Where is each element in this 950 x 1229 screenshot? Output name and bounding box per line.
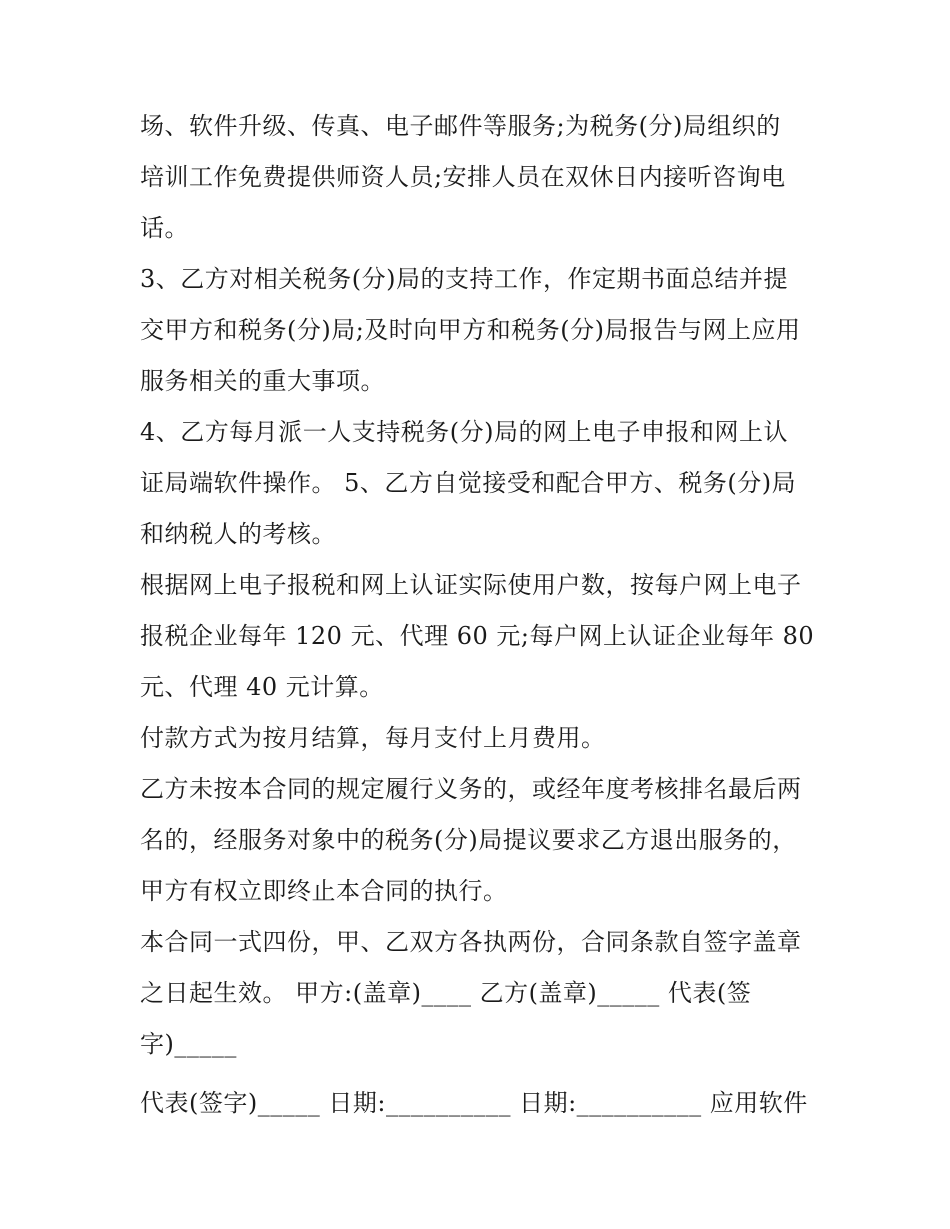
text-line: 3、乙方对相关税务(分)局的支持工作，作定期书面总结并提 [140, 265, 788, 293]
text-line: 话。 [140, 214, 189, 242]
text-line: 字)_____ [140, 1030, 237, 1058]
text-line: 场、软件升级、传真、电子邮件等服务;为税务(分)局组织的 [140, 112, 781, 140]
text-line: 之日起生效。 甲方:(盖章)____ 乙方(盖章)_____ 代表(签 [140, 979, 752, 1007]
text-line: 4、乙方每月派一人支持税务(分)局的网上电子申报和网上认 [140, 418, 788, 446]
text-line: 付款方式为按月结算，每月支付上月费用。 [140, 724, 606, 752]
text-line: 本合同一式四份，甲、乙双方各执两份，合同条款自签字盖章 [140, 928, 802, 956]
text-line: 代表(签字)_____ 日期:__________ 日期:__________ 应用软件 [140, 1089, 808, 1117]
text-line: 证局端软件操作。 5、乙方自觉接受和配合甲方、税务(分)局 [140, 469, 797, 497]
text-line: 和纳税人的考核。 [140, 520, 336, 548]
text-line: 甲方有权立即终止本合同的执行。 [140, 877, 508, 905]
text-line: 乙方未按本合同的规定履行义务的，或经年度考核排名最后两 [140, 775, 802, 803]
text-line: 培训工作免费提供师资人员;安排人员在双休日内接听咨询电 [140, 163, 786, 191]
text-line: 根据网上电子报税和网上认证实际使用户数，按每户网上电子 [140, 571, 802, 599]
text-line: 报税企业每年 120 元、代理 60 元;每户网上认证企业每年 80 [140, 622, 815, 650]
text-line: 服务相关的重大事项。 [140, 367, 385, 395]
text-line: 元、代理 40 元计算。 [140, 673, 384, 701]
text-line: 交甲方和税务(分)局;及时向甲方和税务(分)局报告与网上应用 [140, 316, 801, 344]
text-line: 名的，经服务对象中的税务(分)局提议要求乙方退出服务的， [140, 826, 797, 854]
document-body [140, 101, 820, 1129]
